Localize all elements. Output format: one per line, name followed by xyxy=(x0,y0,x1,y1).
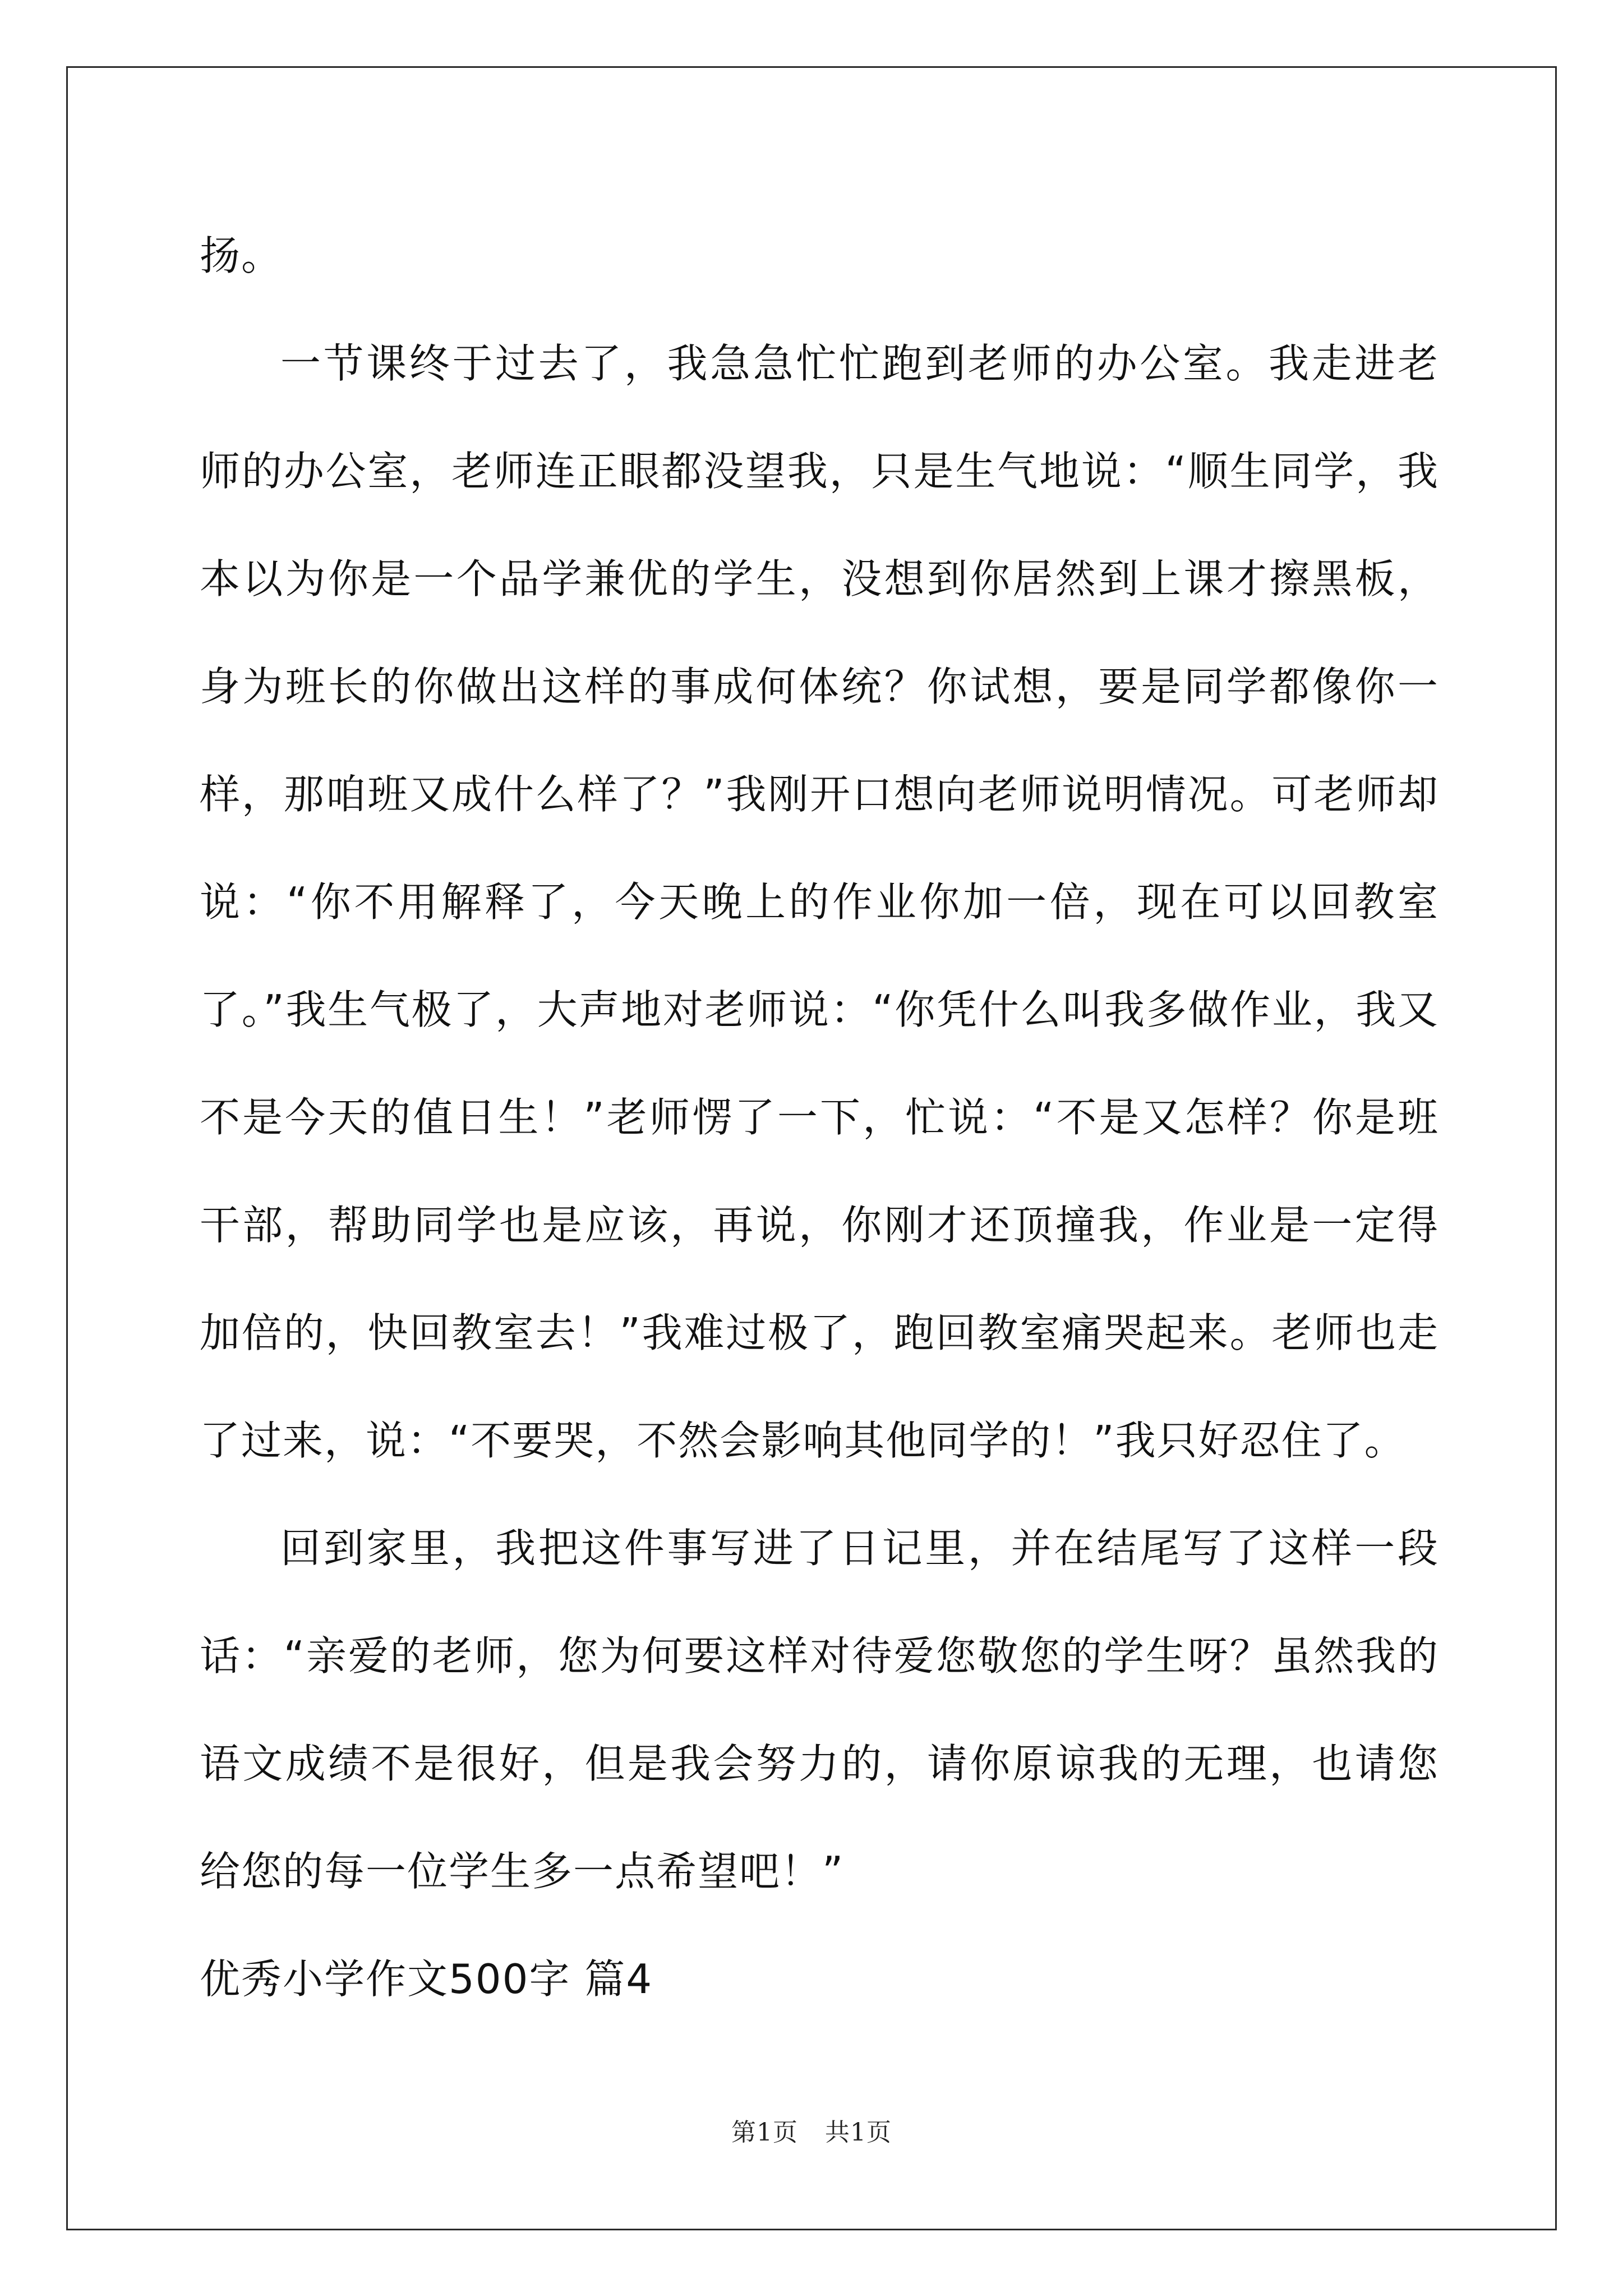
page-number-current: 第1页 xyxy=(731,2118,798,2147)
paragraph-2: 一节课终于过去了，我急急忙忙跑到老师的办公室。我走进老师的办公室，老师连正眼都没望我，只是生气地说：“顺生同学，我本以为你是一个品学兼优的学生，没想到你居然到上课才擦黑板，身为班长的你做出这样的事成何体统？你试想，要是同学都像你一样，那咱班又成什么样了？”我刚开口想向老师说明情况。可老师却说：“你不用解释了，今天晚上的作业你加一倍，现在可以回教室了。”我生气极了，大声地对老师说：“你凭什么叫我多做作业，我又不是今天的值日生！”老师愣了一下，忙说：“不是又怎样？你是班干部，帮助同学也是应该，再说，你刚才还顶撞我，作业是一定得加倍的，快回教室去！”我难过极了，跑回教室痛哭起来。老师也走了过来，说：“不要哭，不然会影响其他同学的！”我只好忍住了。 xyxy=(200,340,1439,1464)
section-heading: 优秀小学作文500字 篇4 xyxy=(200,1955,653,2003)
paragraph-3: 回到家里，我把这件事写进了日记里，并在结尾写了这样一段话：“亲爱的老师，您为何要这样对待爱您敬您的学生呀？虽然我的语文成绩不是很好，但是我会努力的，请你原谅我的无理，也请您给您的每一位学生多一点希望吧！” xyxy=(200,1525,1439,1895)
page-number-total: 共1页 xyxy=(825,2118,892,2147)
page-footer xyxy=(0,2112,1623,2148)
paragraph-1: 扬。 xyxy=(200,232,283,279)
document-body xyxy=(200,202,1439,2033)
